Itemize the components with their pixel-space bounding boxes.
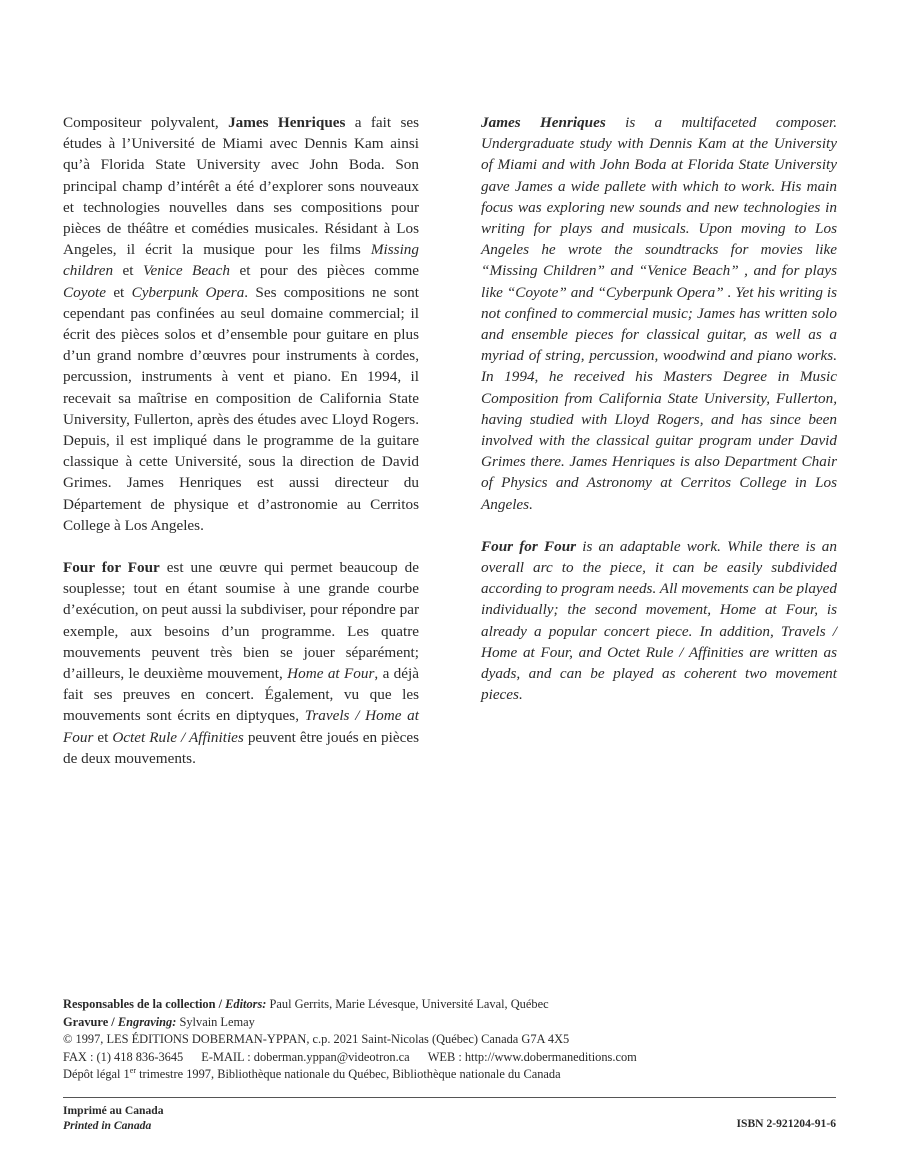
printed-in-en: Printed in Canada — [63, 1119, 152, 1133]
legal-deposit-line — [63, 1066, 843, 1084]
text-run: is a multifaceted composer. Undergraduate study with Dennis Kam at the University of Miami and with John Boda at Florida State University gave James a wide pallete with which to work. His main focus was exploring new sounds and new technologies in writing for plays and musicals. Upon moving to Los Angeles he wrote the soundtracks for movies like “Missing Children” and “Venice Beach” , and for plays like “Coyote” and “Cyberpunk Opera” . Yet his writing is not confined to commercial music; James has written solo and ensemble pieces for classical guitar, as well as a myriad of string, percussion, woodwind and piano works. In 1994, he received his Masters Degree in Music Composition from California State University, Fullerton, having studied with Lloyd Rogers, and has since been involved with the classical guitar program under David Grimes there. James Henriques is also Department Chair of Physics and Astronomy at Cerritos College in Los Angeles. — [481, 114, 837, 513]
text-run: Dépôt légal 1 — [63, 1067, 130, 1082]
editors-label-fr: Responsables de la collection — [63, 997, 216, 1011]
text-run: is an adaptable work. While there is an overall arc to the piece, it can be easily subdivided according to program needs. All movements can be played individually; the second movement, Home at Four, is already a popular concert piece. In addition, Travels / Home at Four, and Octet Rule / Affinities are written as dyads, and can be played as coherent two movement pieces. — [481, 537, 837, 704]
website-address: WEB : http://www.dobermaneditions.com — [427, 1049, 637, 1064]
text-run: et — [93, 728, 113, 746]
dyad-title: Travels / Home at Four — [63, 707, 419, 746]
copyright-line: © 1997, LES ÉDITIONS DOBERMAN-YPPAN, c.p. 2021 Saint-Nicolas (Québec) Canada G7A 4X5 — [63, 1032, 570, 1047]
text-run: , a déjà fait ses preuves en concert. Également, vu que les mouvements sont écrits en diptyques, — [63, 665, 419, 725]
text-run: Compositeur polyvalent, — [63, 114, 229, 131]
french-work-paragraph — [63, 557, 419, 769]
footer-divider — [63, 1097, 836, 1098]
work-title: Four for Four — [63, 559, 160, 577]
isbn-number: ISBN 2-921204-91-6 — [736, 1117, 836, 1130]
movement-title: Home at Four — [287, 665, 375, 683]
engraving-label-en: Engraving: — [117, 1014, 177, 1029]
film-title: Missing children — [63, 241, 419, 280]
ordinal-superscript: er — [129, 1066, 136, 1076]
text-run: et pour des pièces comme — [230, 262, 419, 280]
editors-label-en: Editors: — [225, 997, 267, 1011]
contact-line — [63, 1049, 843, 1067]
editors-value: Paul Gerrits, Marie Lévesque, Université Laval, Québec — [266, 997, 549, 1011]
text-run: est une œuvre qui permet beaucoup de souplesse; tout en étant soumise à une grande courbe d’exécution, on peut aussi la subdiviser, pour répondre par exemple, aux besoins d’un programme. Les quatre mouvements peuvent très bien se jouer séparément; d’ailleurs, le deuxième mouvement, — [63, 559, 419, 683]
separator: / — [108, 1014, 118, 1029]
french-column — [63, 112, 419, 769]
text-run: trimestre 1997, Bibliothèque nationale du Québec, Bibliothèque nationale du Canada — [135, 1067, 561, 1082]
printed-in-block — [63, 1103, 164, 1134]
english-column — [481, 112, 837, 705]
composer-name: James Henriques — [228, 114, 346, 131]
film-title: Venice Beach — [142, 262, 230, 280]
play-title: Cyberpunk Opera — [131, 283, 245, 301]
email-address: E-MAIL : doberman.yppan@videotron.ca — [201, 1049, 410, 1064]
text-run: et — [113, 262, 143, 280]
dyad-title: Octet Rule / Affinities — [112, 728, 244, 746]
text-run: a fait ses études à l’Université de Miami avec Dennis Kam ainsi qu’à Florida State University avec John Boda. Son principal champ d’intérêt a été d’explorer sons nouveaux et technologies nouvelles dans ses compositions pour pièces de théâtre et comédies musicales. Résidant à Los Angeles, il écrit la musique pour les films — [63, 114, 420, 259]
engraving-label-fr: Gravure — [63, 1014, 109, 1029]
english-bio-paragraph — [481, 112, 837, 515]
editors-line — [63, 996, 843, 1014]
printed-in-fr: Imprimé au Canada — [63, 1104, 164, 1117]
text-run: et — [106, 283, 132, 301]
composer-name: James Henriques — [481, 114, 606, 131]
engraving-line — [63, 1014, 843, 1032]
engraving-value: Sylvain Lemay — [176, 1014, 255, 1029]
credits-block — [63, 996, 843, 1084]
separator: / — [215, 997, 226, 1011]
text-run: peuvent être joués en pièces de deux mouvements. — [63, 728, 419, 767]
french-bio-paragraph — [63, 112, 419, 536]
play-title: Coyote — [63, 283, 107, 301]
work-title: Four for Four — [481, 537, 577, 555]
fax-number: FAX : (1) 418 836-3645 — [63, 1049, 184, 1064]
text-run: . Ses compositions ne sont cependant pas confinées au seul domaine commercial; il écrit des pièces solos et d’ensemble pour guitare en plus d’un grand nombre d’œuvres pour instruments à cordes, percussion, instruments à vent et piano. En 1994, il recevait sa maîtrise en composition de California State University, Fullerton, après des études avec Lloyd Rogers. Depuis, il est impliqué dans le programme de la guitare classique à cette Université, sous la direction de David Grimes. James Henriques est aussi directeur du Département de physique et d’astronomie au Cerritos College à Los Angeles. — [63, 283, 419, 534]
english-work-paragraph — [481, 536, 837, 706]
